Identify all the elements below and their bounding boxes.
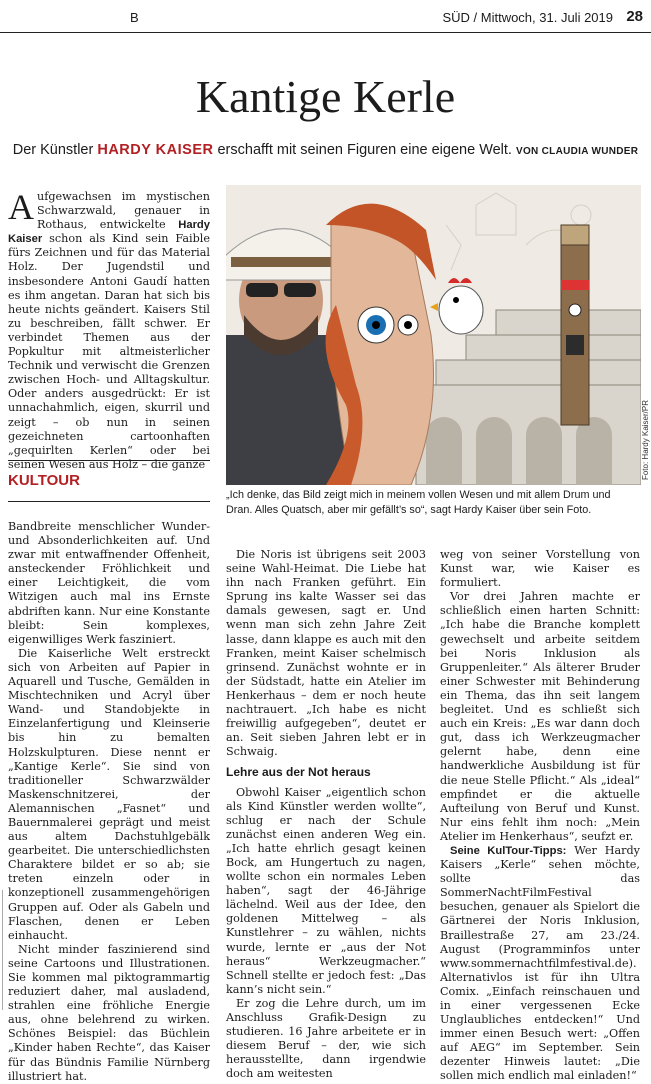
paragraph: Er zog die Lehre durch, um im Anschluss Grafik-Design zu studieren. 16 Jahre arbeitete er in diesem Beruf – der, wie sich herausstellte, dann irgendwie doch am weitesten [226, 996, 426, 1081]
paragraph: Nicht minder faszinierend sind seine Cartoons und Illustrationen. Sie kommen mal piktogrammartig reduziert daher, mal ausladend, strahlen eine fröhliche Energie aus, ohne belehrend zu wirken. Schönes Beispiel: das Büchlein „Kinder haben Rechte“, das Kaiser für das Bündnis Familie Nürnberg illustriert hat. [8, 942, 210, 1083]
artist-name: HARDY KAISER [97, 142, 214, 158]
article-subhead [0, 142, 651, 158]
paragraph: Die Noris ist übrigens seit 2003 seine Wahl-Heimat. Die Liebe hat ihn nach Franken geführt. Ein Sprung ins kalte Wasser sei das damals gewesen, sagt er. Und wenn man sich zehn Jahre Zeit lasse, dann klappe es auch mit den Franken, meint Kaiser schelmisch grinsend. Zunächst wohnte er in der Südstadt, hatte ein Atelier im Henkerhaus – dem er noch heute nachtrauert. „Ich habe es nicht freiwillig aufgegeben“, deutet er an. Seit sieben Jahren lebt er in Schwaig. [226, 548, 426, 759]
section-letter: B [130, 10, 139, 25]
subhead-text-end: erschafft mit seinen Figuren eine eigene Welt. [213, 142, 516, 158]
section-subtitle: Lehre aus der Not heraus [226, 765, 371, 780]
dateline: SÜD / Mittwoch, 31. Juli 2019 [442, 10, 613, 25]
photo-credit: Foto: Hardy Kaiser/PR [641, 400, 650, 481]
margin-line [2, 890, 3, 1010]
paragraph: Obwohl Kaiser „eigentlich schon als Kind Künstler werden wollte“, schlug er nach der Schule zunächst einen anderen Weg ein. „Ich hatte ehrlich gesagt keinen Bock, am Hungertuch zu nagen, wollte schon ein normales Leben haben“, sagt der 46-Jährige lächelnd. Weil aus der Idee, den goldenen Mittelweg – als Kunstlehrer – zu wählen, nichts wurde, lernte er „aus der Not heraus“ Werkzeugmacher.“ Schnell stellte er jedoch fest: „Das kann’s nicht sein.“ [226, 785, 426, 996]
intro-text-b: schon als Kind sein Faible fürs Zeichnen und für das Material Holz. Der Jugendstil und insbesondere Antoni Gaudí hatten es ihm angetan. Daran hat sich bis heute nichts geändert. Kaisers Stil zu beschreiben, fällt schwer. Er verbindet Themen aus der Popkultur mit altmeisterlicher Technik und verwischt die Grenzen zwischen Hoch- und Alltagskultur. Oder anders ausgedrückt: Er ist unnachahmlich, eigen, skurril und zeigt – ob nun in seinen gezeichneten cartoonhaften „gequirlten Kerlen“ oder bei seinen Wesen aus Holz – die ganze [8, 232, 210, 471]
page-number: 28 [626, 8, 643, 25]
paragraph: Bandbreite menschlicher Wunder- und Absonderlichkeiten auf. Und zwar mit entwaffnender Offenheit, ansteckender Fröhlichkeit und einer Leichtigkeit, die vom Witzigen auch mal ins Ernste abdriften kann. Nur eine Konstante bleibt: Sein komplexes, eigenwilliges Werk fasziniert. [8, 520, 210, 646]
intro-name: Hardy Kaiser [8, 219, 210, 246]
subhead-text: Der Künstler [12, 142, 98, 158]
intro-paragraph [8, 187, 210, 472]
header-rule [0, 32, 651, 33]
intro-text-a: ufgewachsen im mystischen Schwarzwald, genauer in Rothaus, entwickelte [37, 190, 210, 232]
column-1 [8, 520, 210, 1084]
drop-cap: A [8, 187, 34, 227]
paragraph: weg von seiner Vorstellung von Kunst war, wie Kaiser es formuliert. [440, 548, 640, 590]
column-3 [440, 548, 640, 1084]
tipps-paragraph [440, 844, 640, 1084]
tipps-label: Seine KulTour-Tipps: [450, 844, 567, 857]
page-header [0, 8, 651, 30]
article-title: Kantige Kerle [195, 71, 456, 122]
rubric-kultour: KULTOUR [8, 460, 210, 502]
paragraph: Vor drei Jahren machte er schließlich einen harten Schnitt: „Ich habe die Branche komplett gewechselt und arbeite seitdem bei Noris Inklusion als Gruppenleiter.“ Als älterer Bruder einer Schwester mit Behinderung ein Thema, das ihn seit langem begleitet. Und es schließt sich auch ein Kreis: „Es war dann doch gut, dass ich Werkzeugmacher gelernt habe, denn eine handwerkliche Ausbildung ist für die neue Stelle Pflicht.“ Als „ideal“ empfindet er die aktuelle Aufteilung von Beruf und Kunst. Nur eins fehlt ihm noch: „Mein Atelier im Henkerhaus“, seufzt er. [440, 590, 640, 843]
tipps-text: Wer Hardy Kaisers „Kerle“ sehen möchte, sollte das SommerNachtFilmFestival besuchen, genauer als Spielort die Gärtnerei der Noris Inklusion, Braillestraße 27, am 23./24. August (Programminfos unter www.sommernachtfilmfestival.de). Alternativlos ist für ihn Ultra Comix. „Einfach reinschauen und in einer vergessenen Ecke Unglaubliches entdecken!“ Und immer einen Besuch wert: „Offen auf AEG“ im September. Sein dezenter Hinweis lautet: „Die sollen mich endlich mal einladen!“ [440, 843, 640, 1083]
paragraph: Die Kaiserliche Welt erstreckt sich von Arbeiten auf Papier in Aquarell und Tusche, Gemälden in Mischtechniken und Acryl über Wand- und Standobjekte in Einzelanfertigung und Kleinserie bis hin zu bemalten Holzskulpturen. Diese nennt er „Kantige Kerle“. Sie sind von traditioneller Schwarzwälder Maskenschnitzerei, der Alemannischen „Fasnet“ und Bauernmalerei geprägt und meist aus altem Dachstuhlgebälk gearbeitet. Die unterschiedlichsten Charaktere bildet er so ab; sie treten einzeln oder in konzeptionell zusammengehörigen Gruppen auf. Oder als Gabeln und Flaschen, denen er Leben einhaucht. [8, 646, 210, 942]
photo-caption: „Ich denke, das Bild zeigt mich in meinem vollen Wesen und mit allem Drum und Dran. Alles Quatsch, aber mir gefällt’s so“, sagt Hardy Kaiser über sein Foto. [226, 489, 611, 516]
column-2 [226, 548, 426, 1081]
photo-illustration [226, 185, 641, 485]
author-byline: VON CLAUDIA WUNDER [516, 146, 639, 157]
intro-column [8, 187, 210, 472]
artist-photo [226, 185, 641, 485]
